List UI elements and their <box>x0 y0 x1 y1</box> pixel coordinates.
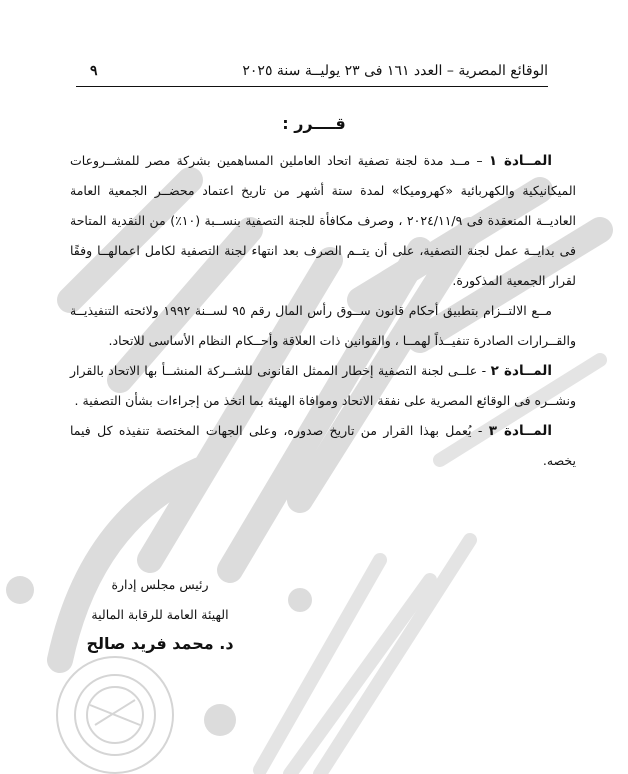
page-header <box>76 60 548 87</box>
article-1-text: – مــد مدة لجنة تصفية اتحاد العاملين المساهمين بشركة مصر للمشــروعات الميكانيكية والكهربائية «كهروميكا» لمدة ستة أشهر من تاريخ اعتماد محضــر الجمعية العامة العاديــة المنعقدة فى ٢٠٢٤/١١/٩ ، وصرف مكافأة للجنة التصفية بنســبة (١٠٪) من النقدية المتاحة فى بدايــة عمل لجنة التصفية، على أن يتــم الصرف بعد انتهاء لجنة التصفية لكامل اعمالهــا وفقًا لقرار الجمعية المذكورة. <box>70 153 577 288</box>
page-number: ٩ <box>90 63 98 79</box>
gazette-title: الوقائع المصرية – العدد ١٦١ فى ٢٣ يوليــة سنة ٢٠٢٥ <box>242 63 548 79</box>
article-3-label: المــادة ٣ <box>488 423 552 439</box>
article-3-text: - يُعمل بهذا القرار من تاريخ صدوره، وعلى الجهات المختصة تنفيذه كل فيما يخصه. <box>70 423 576 468</box>
article-2-label: المــادة ٢ <box>490 363 552 379</box>
signatory-organization: الهيئة العامة للرقابة المالية <box>91 607 229 622</box>
article-1-label: المــادة ١ <box>488 153 552 169</box>
decision-heading: قــــرر : <box>282 114 346 133</box>
decision-body <box>70 146 576 476</box>
article-2-text: - علــى لجنة التصفية إخطار الممثل القانونى للشــركة المنشــأ بها الاتحاد بالقرار ونشــره فى الوقائع المصرية على نفقة الاتحاد وموافاة الهيئة بما اتخذ من إجراءات بشأن التصفية . <box>70 363 576 408</box>
article-1 <box>70 146 576 296</box>
signature-block <box>70 570 250 658</box>
signatory-title: رئيس مجلس إدارة <box>111 577 209 592</box>
article-3 <box>70 416 576 476</box>
article-1-continuation: مــع الالتــزام بتطبيق أحكام قانون ســوق رأس المال رقم ٩٥ لســنة ١٩٩٢ ولائحته التنفيذيــة والقــرارات الصادرة تنفيــذاً لهمــا ، والقوانين ذات العلاقة وأحــكام النظام الأساسى للاتحاد. <box>70 303 576 348</box>
signatory-name: د. محمد فريد صالح <box>86 634 234 653</box>
article-2 <box>70 356 576 416</box>
